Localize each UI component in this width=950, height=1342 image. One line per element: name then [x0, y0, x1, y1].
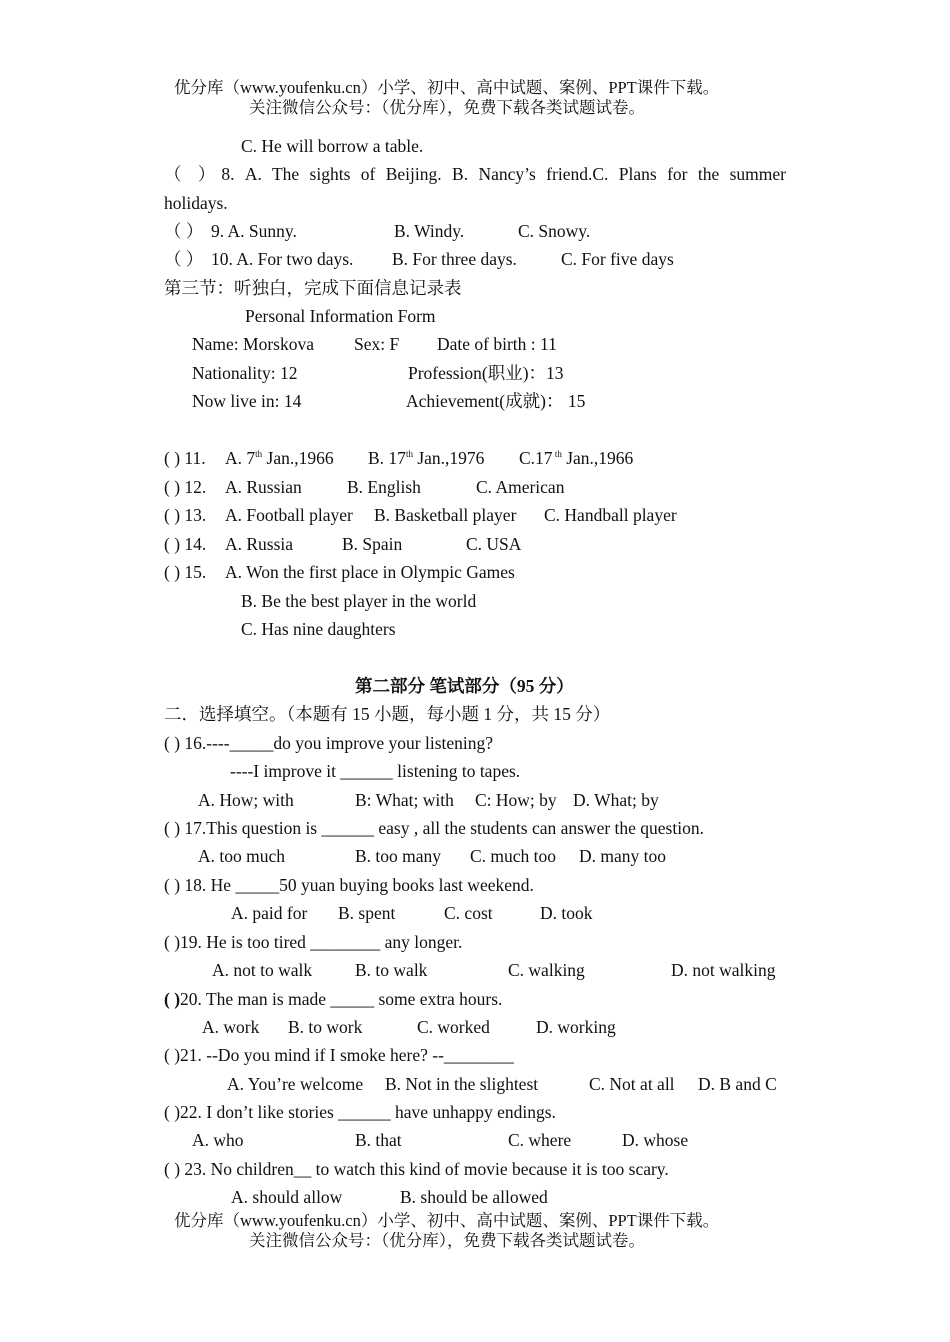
q15-option-a: A. Won the first place in Olympic Games — [225, 562, 515, 582]
q21-option-c: C. Not at all — [589, 1074, 675, 1094]
q10-paren: （ ） — [164, 249, 204, 269]
q15-number: ( ) 15. — [164, 562, 207, 582]
q17-stem: ( ) 17.This question is ______ easy , all the students can answer the question. — [164, 818, 704, 838]
q12-option-a: A. Russian — [225, 477, 302, 497]
q14-option-b: B. Spain — [342, 534, 403, 554]
footer-line-1: 优分库（www.youfenku.cn）小学、初中、高中试题、案例、PPT课件下载。 — [174, 1211, 720, 1230]
q18-stem: ( ) 18. He _____50 yuan buying books last weekend. — [164, 875, 534, 895]
q11-option-a — [225, 447, 334, 469]
q19-option-b: B. to walk — [355, 960, 428, 980]
q16-stem: ( ) 16.----_____do you improve your listening? — [164, 733, 494, 753]
q16-stem-2: ----I improve it ______ listening to tapes. — [230, 761, 521, 781]
q17-option-c: C. much too — [470, 846, 557, 866]
q10-option-a: 10. A. For two days. — [211, 249, 354, 269]
q19-option-c: C. walking — [508, 960, 585, 980]
footer-line-2: 关注微信公众号：（优分库），免费下载各类试题试卷。 — [249, 1231, 645, 1250]
q12-option-c: C. American — [476, 477, 565, 497]
q17-option-d: D. many too — [579, 846, 667, 866]
q15-option-c: C. Has nine daughters — [241, 619, 396, 639]
form-dob: Date of birth : 11 — [437, 334, 557, 354]
q20-text: 20. The man is made _____ some extra hours. — [180, 989, 503, 1009]
form-achievement: Achievement(成就)： 15 — [406, 391, 586, 411]
q7-option-c: C. He will borrow a table. — [241, 136, 424, 156]
q8-continuation: holidays. — [164, 193, 228, 213]
q9-paren: （ ） — [164, 221, 204, 241]
q21-option-d: D. B and C — [698, 1074, 777, 1094]
q11-option-b — [368, 447, 484, 469]
section3-title: 第三节：听独白，完成下面信息记录表 — [164, 278, 462, 298]
q18-option-a: A. paid for — [231, 903, 308, 923]
q20-option-b: B. to work — [288, 1017, 363, 1037]
q22-stem: ( )22. I don’t like stories ______ have unhappy endings. — [164, 1102, 556, 1122]
q13-option-b: B. Basketball player — [374, 505, 517, 525]
q14-option-c: C. USA — [466, 534, 522, 554]
q11-number: ( ) 11. — [164, 448, 206, 468]
q19-option-d: D. not walking — [671, 960, 776, 980]
q23-option-b: B. should be allowed — [400, 1187, 548, 1207]
form-live: Now live in: 14 — [192, 391, 302, 411]
q23-option-a: A. should allow — [231, 1187, 343, 1207]
header-line-2: 关注微信公众号：（优分库），免费下载各类试题试卷。 — [249, 98, 645, 117]
q21-stem: ( )21. --Do you mind if I smoke here? --________ — [164, 1045, 514, 1065]
q11-a-pre: A. 7 — [225, 448, 256, 468]
q20-stem — [164, 988, 502, 1010]
q11-b-post: Jan.,1976 — [412, 448, 485, 468]
q16-option-b: B: What; with — [355, 790, 454, 810]
q8-text: 8. A. The sights of Beijing. B. Nancy’s friend.C. Plans for the summer — [221, 164, 786, 184]
form-nationality: Nationality: 12 — [192, 363, 298, 383]
q21-option-b: B. Not in the slightest — [385, 1074, 539, 1094]
q10-option-b: B. For three days. — [392, 249, 517, 269]
q8-line — [164, 163, 786, 185]
q19-option-a: A. not to walk — [212, 960, 313, 980]
q11-c-sup: th — [552, 449, 562, 459]
q17-option-a: A. too much — [198, 846, 286, 866]
q22-option-b: B. that — [355, 1130, 402, 1150]
q18-option-b: B. spent — [338, 903, 396, 923]
q16-option-d: D. What; by — [573, 790, 659, 810]
q13-option-c: C. Handball player — [544, 505, 677, 525]
q11-b-pre: B. 17 — [368, 448, 406, 468]
q20-option-c: C. worked — [417, 1017, 490, 1037]
q14-option-a: A. Russia — [225, 534, 294, 554]
q22-option-d: D. whose — [622, 1130, 689, 1150]
q11-b-sup: th — [405, 449, 413, 459]
q13-number: ( ) 13. — [164, 505, 207, 525]
q9-option-a: 9. A. Sunny. — [211, 221, 297, 241]
form-profession: Profession(职业)：13 — [408, 363, 564, 383]
q18-option-c: C. cost — [444, 903, 493, 923]
form-sex: Sex: F — [354, 334, 400, 354]
q23-stem: ( ) 23. No children__ to watch this kind of movie because it is too scary. — [164, 1159, 669, 1179]
q11-c-pre: C.17 — [519, 448, 553, 468]
q20-option-a: A. work — [202, 1017, 260, 1037]
q22-option-a: A. who — [192, 1130, 244, 1150]
q18-option-d: D. took — [540, 903, 593, 923]
q11-c-post: Jan.,1966 — [561, 448, 634, 468]
q11-a-sup: th — [255, 449, 263, 459]
q12-number: ( ) 12. — [164, 477, 207, 497]
q10-option-c: C. For five days — [561, 249, 674, 269]
section2-title: 二．选择填空。（本题有 15 小题，每小题 1 分，共 15 分） — [164, 704, 611, 724]
q12-option-b: B. English — [347, 477, 421, 497]
q16-option-c: C: How; by — [475, 790, 557, 810]
q17-option-b: B. too many — [355, 846, 442, 866]
q14-number: ( ) 14. — [164, 534, 207, 554]
q16-option-a: A. How; with — [198, 790, 294, 810]
q9-option-c: C. Snowy. — [518, 221, 591, 241]
q13-option-a: A. Football player — [225, 505, 353, 525]
q15-option-b: B. Be the best player in the world — [241, 591, 477, 611]
form-name: Name: Morskova — [192, 334, 314, 354]
q21-option-a: A. You’re welcome — [227, 1074, 364, 1094]
q11-option-c — [519, 447, 633, 469]
q20-option-d: D. working — [536, 1017, 616, 1037]
q9-option-b: B. Windy. — [394, 221, 465, 241]
q22-option-c: C. where — [508, 1130, 572, 1150]
q20-paren: ( ) — [164, 989, 181, 1009]
part2-title: 第二部分 笔试部分（95 分） — [355, 676, 574, 696]
header-line-1: 优分库（www.youfenku.cn）小学、初中、高中试题、案例、PPT课件下载。 — [174, 78, 720, 97]
form-title: Personal Information Form — [245, 306, 436, 326]
q8-paren: （ ） — [164, 164, 222, 184]
q11-a-post: Jan.,1966 — [262, 448, 334, 468]
q19-stem: ( )19. He is too tired ________ any longer. — [164, 932, 463, 952]
